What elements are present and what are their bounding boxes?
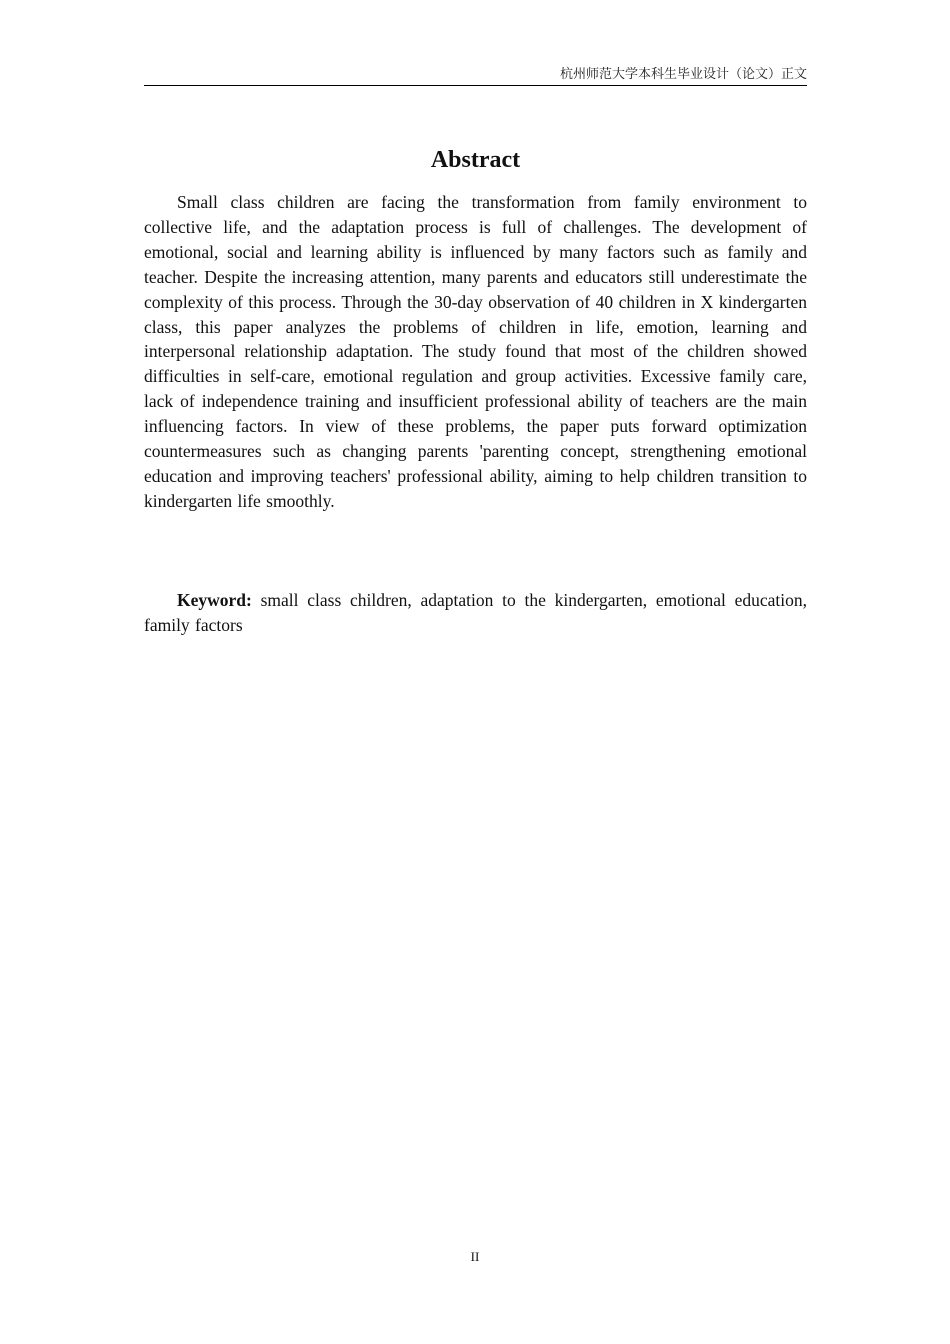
page-number: II xyxy=(470,1249,480,1264)
running-header: 杭州师范大学本科生毕业设计（论文）正文 xyxy=(559,67,807,82)
abstract-body: Small class children are facing the transformation from family environment to collective life, and the adaptation process is full of challenges. The development of emotional, social and learning ability is influenced by many factors such as family and teacher. Despite the increasing attention, many parents and educators still underestimate the complexity of this process. Through the 30-day observation of 40 children in X kindergarten class, this paper analyzes the problems of children in life, emotion, learning and interpersonal relationship adaptation. The study found that most of the children showed difficulties in self-care, emotional regulation and group activities. Excessive family care, lack of independence training and insufficient professional ability of teachers are the main influencing factors. In view of these problems, the paper puts forward optimization countermeasures such as changing parents 'parenting concept, strengthening emotional education and improving teachers' professional ability, aiming to help children transition to kindergarten life smoothly. xyxy=(144,192,807,511)
abstract-title: Abstract xyxy=(430,147,521,173)
keywords-paragraph xyxy=(144,588,807,638)
header-rule xyxy=(144,85,807,86)
keywords-text: small class children, adaptation to the kindergarten, emotional education, family factors xyxy=(144,590,807,635)
keywords-label: Keyword: xyxy=(177,590,252,610)
